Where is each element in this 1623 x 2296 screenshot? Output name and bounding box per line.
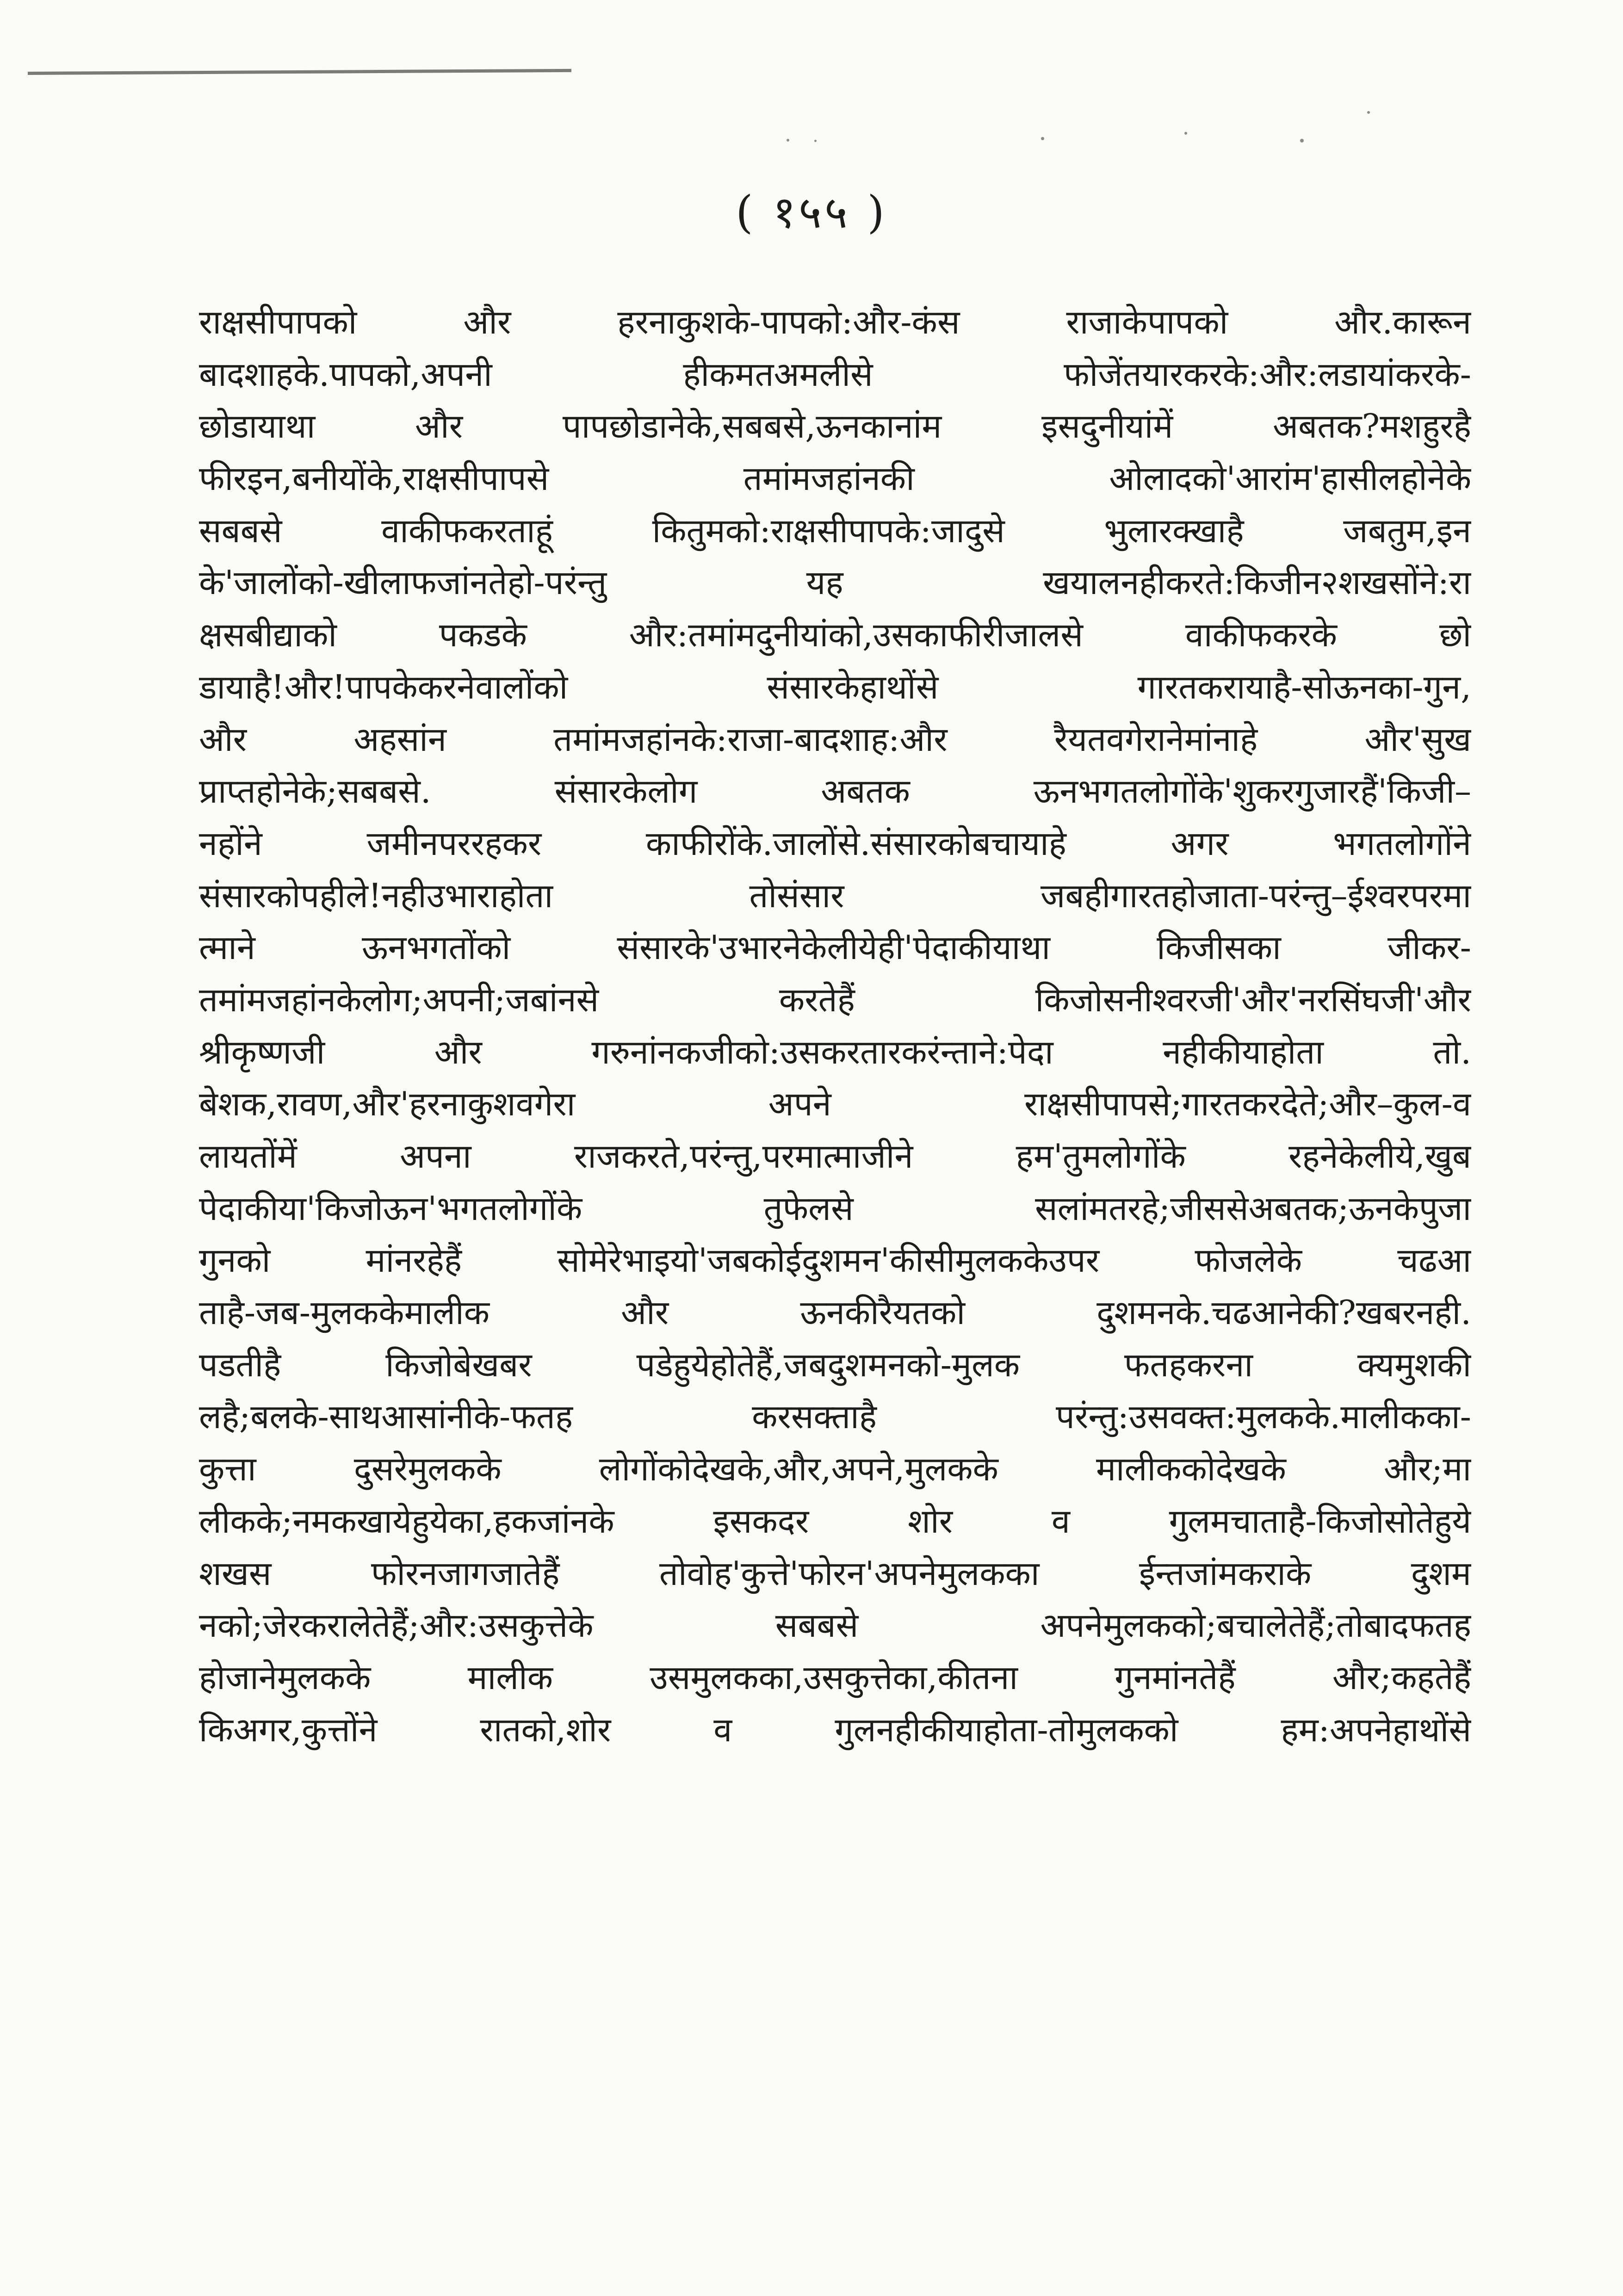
- text-line: राक्षसीपापको और हरनाकुशके-पापको:और-कंस राजाकेपापको और.कारून: [199, 303, 1471, 341]
- scan-speck: [814, 140, 817, 142]
- page-number: ( १५५ ): [736, 186, 887, 238]
- body-text: [199, 296, 1471, 1756]
- text-line: और अहसांन तमांमजहांनके:राजा-बादशाह:और रैयतवगेरानेमांनाहे और'सुख: [199, 719, 1471, 759]
- scan-speck: [1367, 111, 1370, 114]
- text-line: लायतोंमें अपना राजकरते,परंन्तु,परमात्माजीने हम'तुमलोगोंके रहनेकेलीये,खुब: [199, 1137, 1471, 1176]
- text-line: संसारकोपहीले!नहीउभाराहोता तोसंसार जबहीगारतहोजाता-परंन्तु–ईश्वरपरमा: [199, 876, 1471, 915]
- text-line: लहै;बलके-साथआसांनीके-फतह करसक्ताहै परंन्तु:उसवक्त:मुलकके.मालीकका-: [199, 1397, 1471, 1436]
- scan-speck: [1184, 132, 1187, 135]
- text-line: पेदाकीया'किजोऊन'भगतलोगोंके तुफेलसे सलांमतरहे;जीससेअबतक;ऊनकेपुजा: [199, 1188, 1471, 1228]
- text-line: किअगर,कुत्तोंने रातको,शोर व गुलनहीकीयाहोता-तोमुलकको हम:अपनेहाथोंसे: [199, 1710, 1471, 1749]
- text-line: छोडायाथा और पापछोडानेके,सबबसे,ऊनकानांम इसदुनीयांमें अबतक?मशहुरहै: [199, 407, 1471, 446]
- text-line: बादशाहके.पापको,अपनी हीकमतअमलीसे फोजेंतयारकरके:और:लडायांकरके-: [199, 354, 1471, 394]
- scan-speck: [787, 139, 789, 142]
- text-line: डायाहै!और!पापकेकरनेवालोंको संसारकेहाथोंसे गारतकरायाहै-सोऊनका-गुन,: [199, 667, 1471, 706]
- text-line: तमांमजहांनकेलोग;अपनी;जबांनसे करतेहैं किजोसनीश्वरजी'और'नरसिंघजी'और: [199, 980, 1471, 1019]
- text-line: के'जालोंको-खीलाफजांनतेहो-परंन्तु यह खयालनहीकरते:किजीन२शखसोंने:रा: [199, 563, 1471, 602]
- text-line: सबबसे वाकीफकरताहूं कितुमको:राक्षसीपापके:जादुसे भुलारक्खाहै जबतुम,इन: [199, 511, 1471, 550]
- text-line: श्रीकृष्णजी और गरुनांनकजीको:उसकरतारकरंन्ताने:पेदा नहीकीयाहोता तो.: [199, 1032, 1471, 1071]
- text-line: शखस फोरनजागजातेहैं तोवोह'कुत्ते'फोरन'अपनेमुलकका ईन्तजांमकराके दुशम: [199, 1553, 1471, 1593]
- text-line: नको;जेरकरालेतेहैं;और:उसकुत्तेके सबबसे अपनेमुलकको;बचालेतेहैं;तोबादफतह: [199, 1606, 1471, 1645]
- scan-edge-line: [28, 69, 571, 75]
- scan-speck: [1300, 139, 1304, 142]
- text-line: पडतीहै किजोबेखबर पडेहुयेहोतेहैं,जबदुशमनको-मुलक फतहकरना क्यमुशकी: [199, 1345, 1471, 1384]
- text-line: फीरइन,बनीयोंके,राक्षसीपापसे तमांमजहांनकी ओलादको'आरांम'हासीलहोनेके: [199, 459, 1471, 498]
- text-line: बेशक,रावण,और'हरनाकुशवगेरा अपने राक्षसीपापसे;गारतकरदेते;और–कुल-व: [199, 1084, 1471, 1124]
- text-line: होजानेमुलकके मालीक उसमुलकका,उसकुत्तेका,कीतना गुनमांनतेहैं और;कहतेहैं: [199, 1658, 1471, 1697]
- text-line: गुनको मांनरहेहैं सोमेरेभाइयो'जबकोईदुशमन'कीसीमुलककेउपर फोजलेके चढआ: [199, 1241, 1471, 1280]
- text-line: लीकके;नमकखायेहुयेका,हकजांनके इसकदर शोर व गुलमचाताहै-किजोसोतेहुये: [199, 1501, 1471, 1541]
- text-line: त्माने ऊनभगतोंको संसारके'उभारनेकेलीयेही'पेदाकीयाथा किजीसका जीकर-: [199, 928, 1471, 967]
- text-line: ताहै-जब-मुलककेमालीक और ऊनकीरैयतको दुशमनके.चढआनेकी?खबरनही.: [199, 1293, 1471, 1332]
- text-line: प्राप्तहोनेके;सबबसे. संसारकेलोग अबतक ऊनभगतलोगोंके'शुकरगुजारहैं'किजी–: [199, 772, 1471, 811]
- scan-speck: [1041, 137, 1044, 140]
- text-line: कुत्ता दुसरेमुलकके लोगोंकोदेखके,और,अपने,मुलकके मालीककोदेखके और;मा: [199, 1449, 1471, 1489]
- text-line: नहोंने जमीनपररहकर काफीरोंके.जालोंसे.संसारकोबचायाहे अगर भगतलोगोंने: [199, 823, 1471, 863]
- text-line: क्षसबीद्याको पकडके और:तमांमदुनीयांको,उसकाफीरीजालसे वाकीफकरके छो: [199, 615, 1471, 655]
